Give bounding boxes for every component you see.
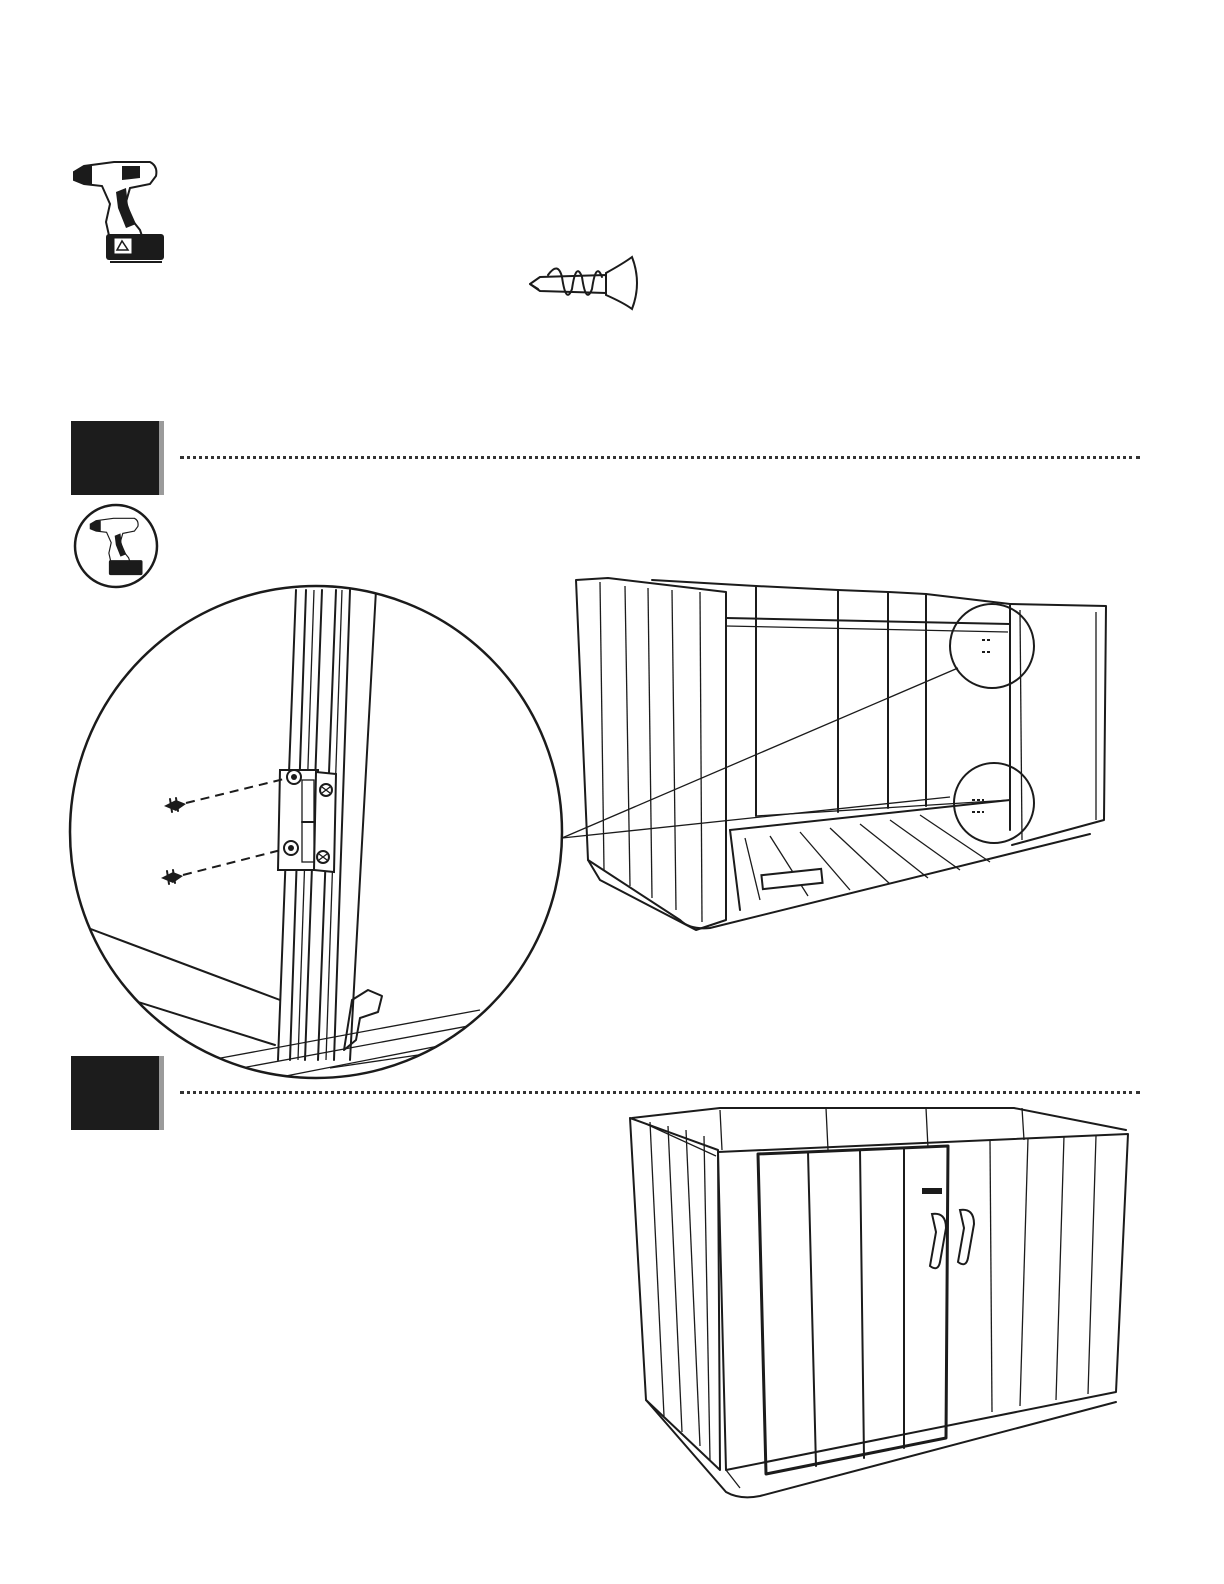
- screw-icon: [528, 255, 643, 313]
- step-2-divider: [180, 1091, 1140, 1094]
- drill-icon: [70, 158, 170, 266]
- hinge-detail-magnifier: [60, 580, 580, 1090]
- step-1-illustration: [0, 560, 1224, 1090]
- step-1-badge: [71, 421, 159, 495]
- shed-interior-drawing: [576, 578, 1106, 930]
- step-1-divider: [180, 456, 1140, 459]
- step-2-shed-illustration: [620, 1100, 1140, 1500]
- step-2-badge: [71, 1056, 159, 1130]
